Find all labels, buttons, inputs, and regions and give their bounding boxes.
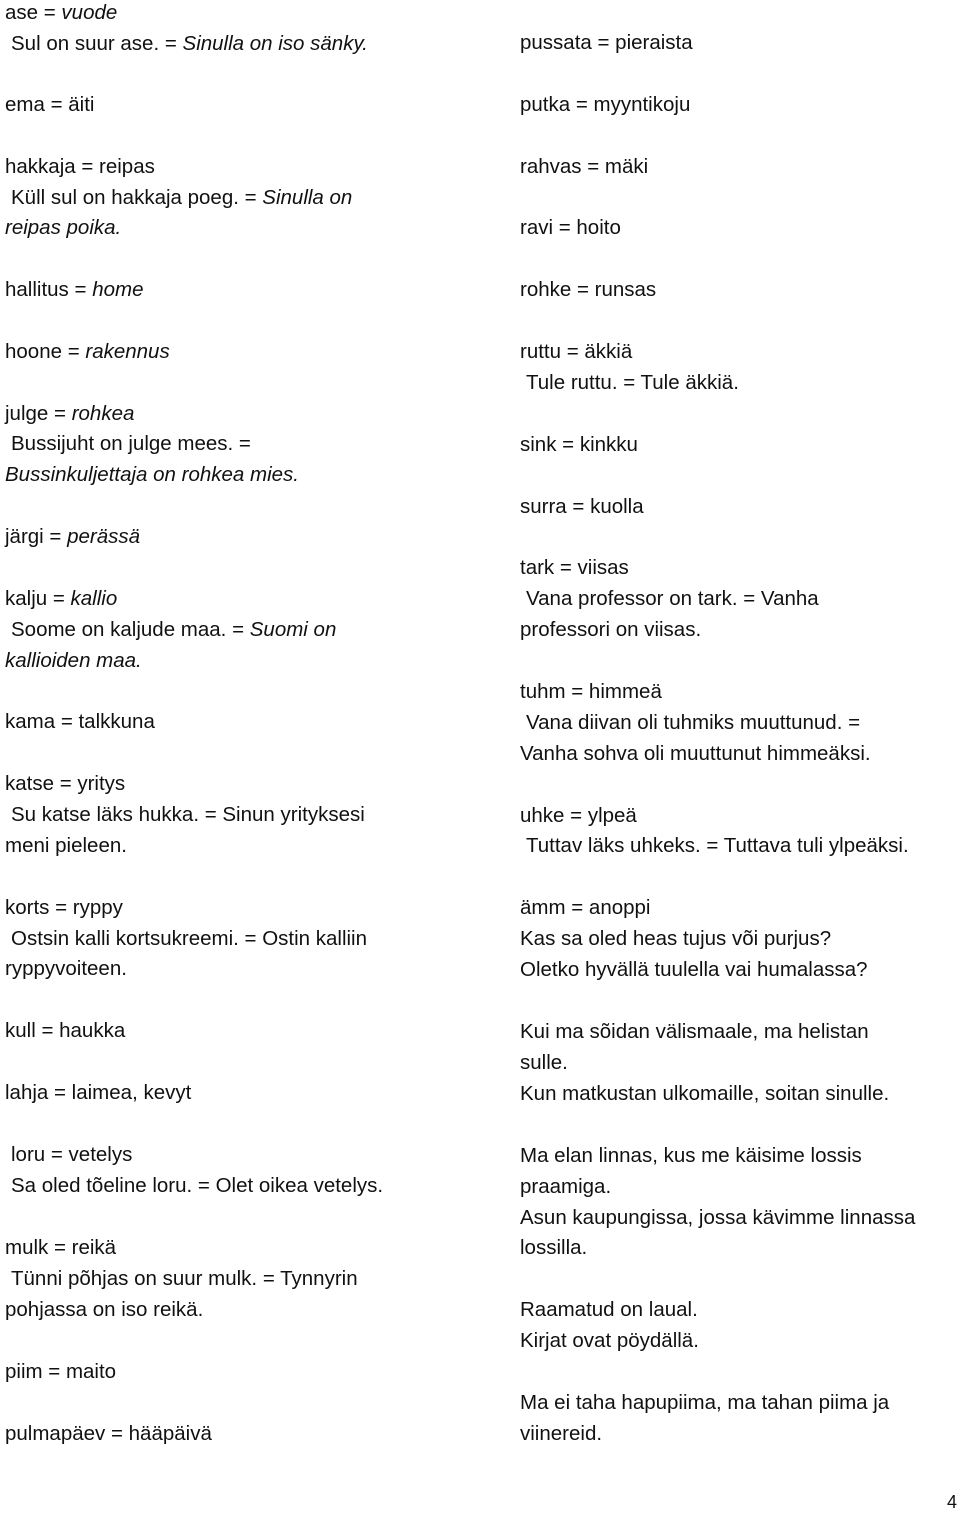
example-sentence: ryppyvoiteen. [5,957,127,980]
example-sentence: Bussijuht on julge mees. = [11,432,251,455]
entry-headword: ämm = anoppi [520,896,651,919]
example-sentence: Tünni põhjas on suur mulk. = Tynnyrin [11,1267,358,1290]
entry-headword: hallitus = home [5,278,144,301]
entry-headword: kalju = kallio [5,587,118,610]
example-sentence: viinereid. [520,1422,603,1445]
entry-headword: katse = yritys [5,772,126,795]
example-sentence: Tule ruttu. = Tule äkkiä. [526,371,739,394]
example-sentence: Ma elan linnas, kus me käisime lossis [520,1144,862,1167]
entry-headword: piim = maito [5,1360,117,1383]
entry-headword: järgi = perässä [5,525,141,548]
entry-headword: ema = äiti [5,93,95,116]
page-number: 4 [946,1492,957,1512]
entry-headword: tark = viisas [520,556,629,579]
entry-headword: hoone = rakennus [5,340,170,363]
entry-headword: ase = vuode [5,1,118,24]
entry-headword: pussata = pieraista [520,31,693,54]
entry-headword: uhke = ylpeä [520,804,637,827]
example-sentence: Vanha sohva oli muuttunut himmeäksi. [520,742,871,765]
example-sentence: Ostsin kalli kortsukreemi. = Ostin kalliin [11,927,368,950]
example-sentence: Ma ei taha hapupiima, ma tahan piima ja [520,1391,890,1414]
example-sentence: praamiga. [520,1175,612,1198]
example-sentence: meni pieleen. [5,834,127,857]
example-sentence: Sul on suur ase. = Sinulla on iso sänky. [11,32,368,55]
example-sentence: sulle. [520,1051,568,1074]
entry-headword: kama = talkkuna [5,710,155,733]
example-sentence: Bussinkuljettaja on rohkea mies. [5,463,299,486]
example-sentence: Oletko hyvällä tuulella vai humalassa? [520,958,868,981]
example-sentence: kallioiden maa. [5,649,142,672]
entry-headword: loru = vetelys [11,1143,133,1166]
example-sentence: reipas poika. [5,216,122,239]
entry-headword: mulk = reikä [5,1236,117,1259]
entry-headword: sink = kinkku [520,433,638,456]
example-sentence: Kun matkustan ulkomaille, soitan sinulle. [520,1082,890,1105]
entry-headword: rohke = runsas [520,278,657,301]
entry-headword: kull = haukka [5,1019,126,1042]
entry-headword: surra = kuolla [520,495,644,518]
example-sentence: Kui ma sõidan välismaale, ma helistan [520,1020,869,1043]
entry-headword: julge = rohkea [5,402,135,425]
entry-headword: putka = myyntikoju [520,93,691,116]
entry-headword: tuhm = himmeä [520,680,662,703]
example-sentence: Soome on kaljude maa. = Suomi on [11,618,337,641]
example-sentence: professori on viisas. [520,618,702,641]
entry-headword: korts = ryppy [5,896,123,919]
example-sentence: Raamatud on laual. [520,1298,698,1321]
entry-headword: ravi = hoito [520,216,621,239]
entry-headword: rahvas = mäki [520,155,649,178]
entry-headword: ruttu = äkkiä [520,340,633,363]
example-sentence: Vana professor on tark. = Vanha [526,587,819,610]
example-sentence: lossilla. [520,1236,588,1259]
entry-headword: lahja = laimea, kevyt [5,1081,192,1104]
example-sentence: pohjassa on iso reikä. [5,1298,204,1321]
example-sentence: Asun kaupungissa, jossa kävimme linnassa [520,1206,916,1229]
example-sentence: Kas sa oled heas tujus või purjus? [520,927,832,950]
entry-headword: hakkaja = reipas [5,155,155,178]
example-sentence: Küll sul on hakkaja poeg. = Sinulla on [11,186,353,209]
entry-headword: pulmapäev = hääpäivä [5,1422,212,1445]
example-sentence: Su katse läks hukka. = Sinun yrityksesi [11,803,365,826]
example-sentence: Sa oled tõeline loru. = Olet oikea vetelys. [11,1174,384,1197]
example-sentence: Vana diivan oli tuhmiks muuttunud. = [526,711,861,734]
example-sentence: Kirjat ovat pöydällä. [520,1329,699,1352]
example-sentence: Tuttav läks uhkeks. = Tuttava tuli ylpeäksi. [526,834,909,857]
